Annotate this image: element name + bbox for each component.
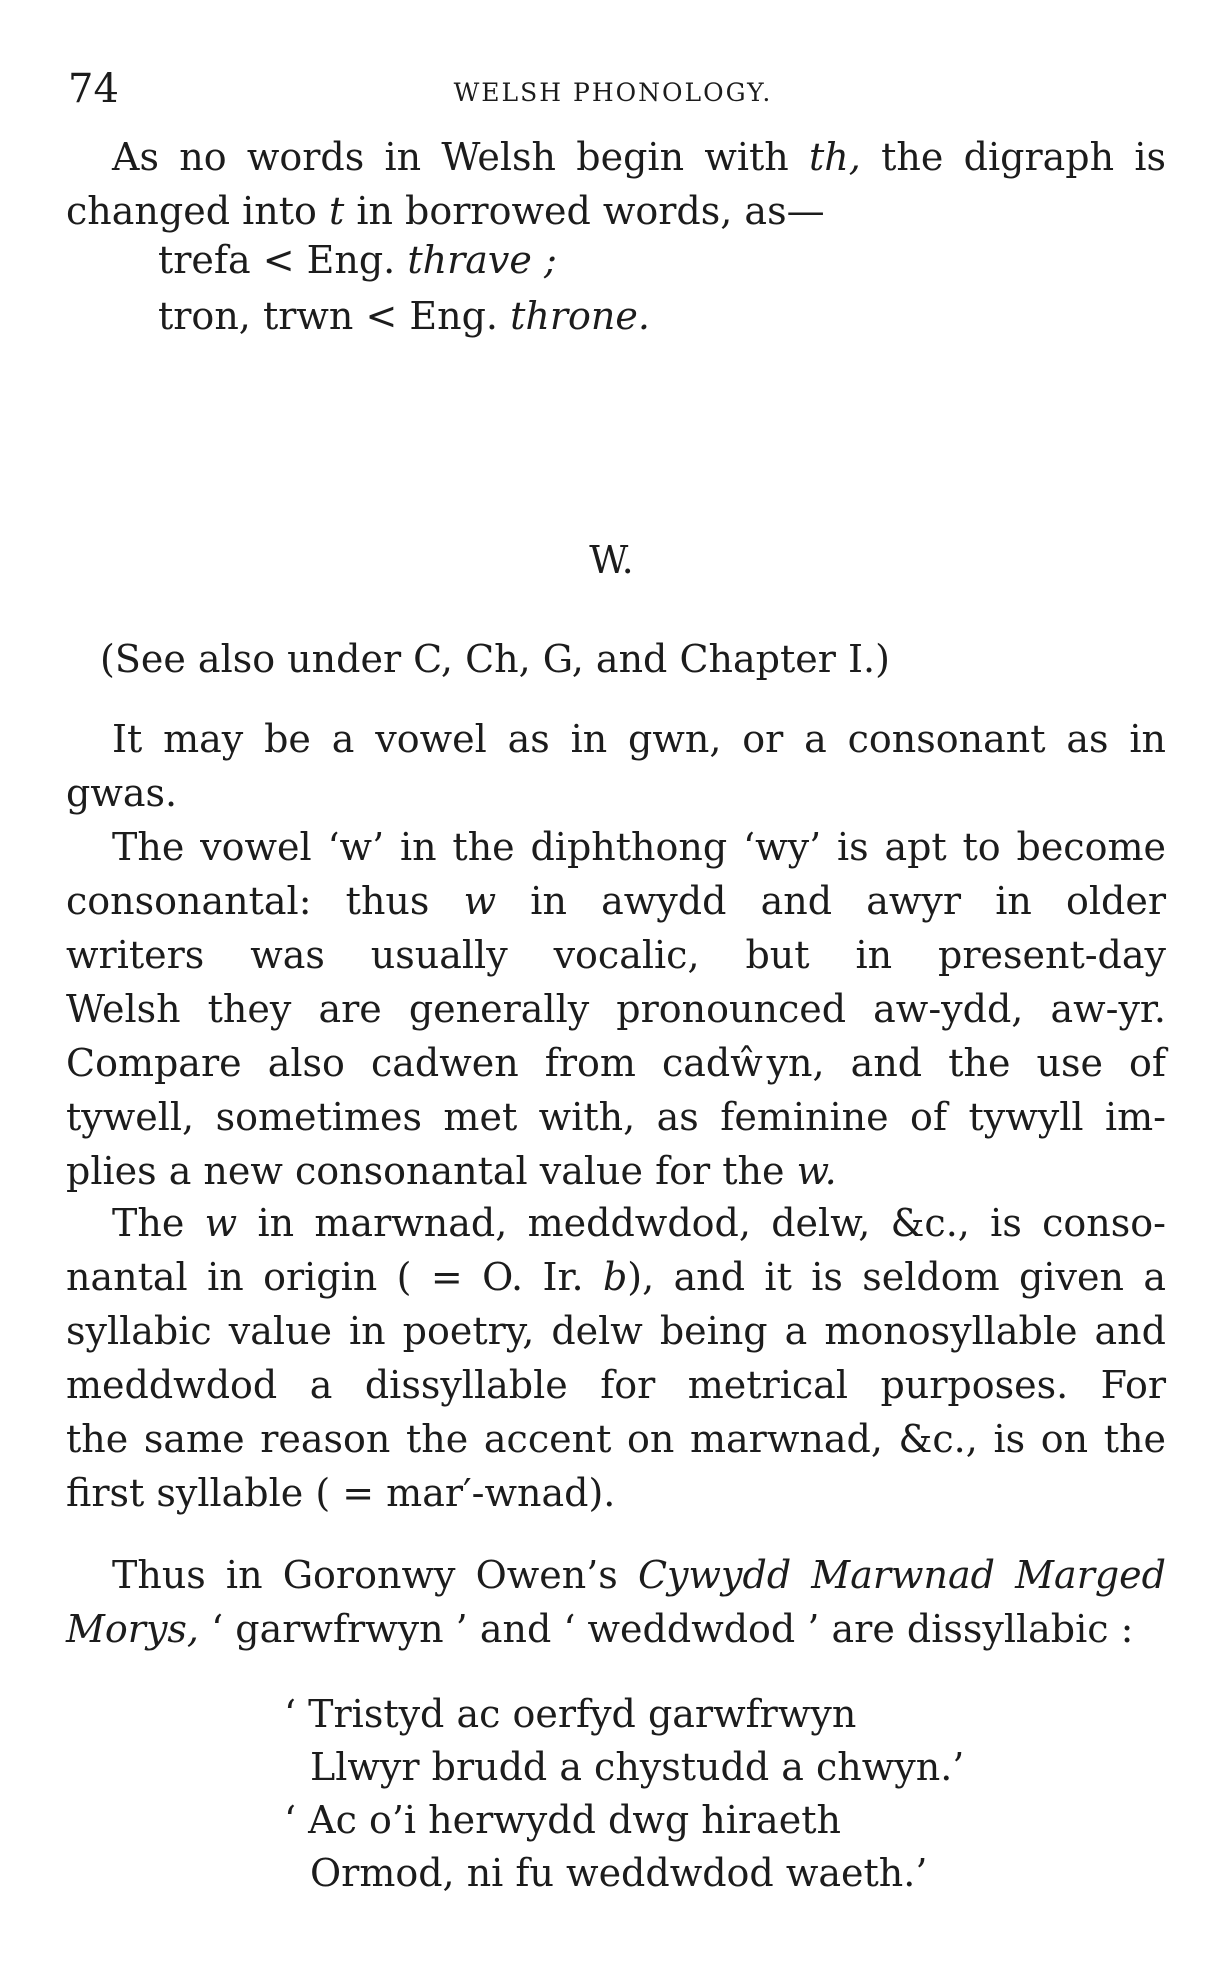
- verse-line-3: ‘ Ac o’i herwydd dwg hiraeth: [284, 1798, 841, 1842]
- para1-line-1: It may be a vowel as in gwn, or a consonant as in: [112, 717, 1166, 761]
- page-number: 74: [68, 66, 119, 112]
- para4-line-2: Morys, ‘ garwfrwyn ’ and ‘ weddwdod ’ are dissyllabic :: [66, 1607, 1134, 1651]
- example-tron: tron, trwn < Eng. throne.: [158, 294, 650, 338]
- para2-line-1: The vowel ‘w’ in the diphthong ‘wy’ is apt to become: [112, 825, 1166, 869]
- para2-line-5: Compare also cadwen from cadŵyn, and the use of: [66, 1041, 1166, 1085]
- running-title: WELSH PHONOLOGY.: [453, 78, 773, 107]
- verse-line-2: Llwyr brudd a chystudd a chwyn.’: [310, 1745, 965, 1789]
- example-trefa: trefa < Eng. thrave ;: [158, 238, 557, 282]
- para2-line-3: writers was usually vocalic, but in present-day: [66, 933, 1166, 977]
- borrowed-examples: [158, 232, 650, 344]
- paragraph-marwnad: [66, 1196, 1166, 1520]
- para1-line-2: gwas.: [66, 771, 178, 815]
- para3-line-4: meddwdod a dissyllable for metrical purposes. For: [66, 1363, 1166, 1407]
- intro-line-1: As no words in Welsh begin with th, the digraph is: [112, 135, 1167, 179]
- paragraph-goronwy-owen: [66, 1548, 1166, 1656]
- para3-line-1: The w in marwnad, meddwdod, delw, &c., is conso-: [112, 1201, 1166, 1245]
- verse-line-4: Ormod, ni fu weddwdod waeth.’: [310, 1851, 928, 1895]
- paragraph-vowel-consonant: [66, 712, 1166, 820]
- para3-line-2: nantal in origin ( = O. Ir. b), and it is seldom given a: [66, 1255, 1167, 1299]
- intro-line-2: changed into t in borrowed words, as—: [66, 189, 825, 233]
- para2-line-7: plies a new consonantal value for the w.: [66, 1149, 837, 1193]
- para3-line-6: first syllable ( = mar′-wnad).: [66, 1471, 616, 1515]
- para3-line-5: the same reason the accent on marwnad, &c., is on the: [66, 1417, 1166, 1461]
- section-heading-w: W.: [589, 538, 634, 582]
- see-also-note: (See also under C, Ch, G, and Chapter I.): [100, 637, 890, 681]
- verse-line-1: ‘ Tristyd ac oerfyd garwfrwyn: [284, 1692, 857, 1736]
- para3-line-3: syllabic value in poetry, delw being a monosyllable and: [66, 1309, 1166, 1353]
- para4-line-1: Thus in Goronwy Owen’s Cywydd Marwnad Marged: [112, 1553, 1166, 1597]
- para2-line-4: Welsh they are generally pronounced aw-ydd, aw-yr.: [66, 987, 1166, 1031]
- para2-line-2: consonantal: thus w in awydd and awyr in older: [66, 879, 1167, 923]
- paragraph-diphthong: [66, 820, 1166, 1198]
- para2-line-6: tywell, sometimes met with, as feminine of tywyll im-: [66, 1095, 1166, 1139]
- verse-quotation: [284, 1688, 964, 1900]
- page-header: [68, 66, 1158, 126]
- intro-paragraph: [66, 130, 1166, 238]
